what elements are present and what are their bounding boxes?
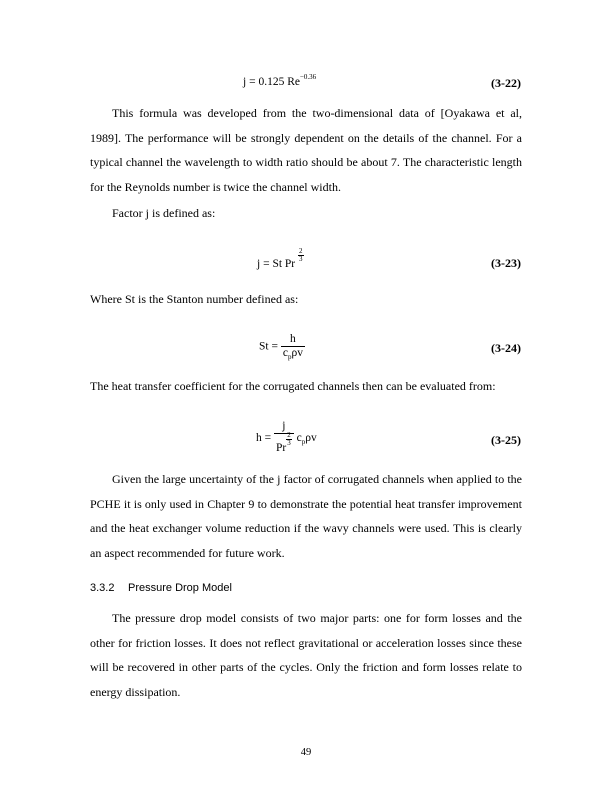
eq-3-25-den-exp-den: 3	[287, 439, 291, 447]
eq-3-22-exponent: −0.36	[299, 73, 317, 81]
paragraph-heat-transfer-coefficient: The heat transfer coefficient for the corrugated channels then can be evaluated from:	[90, 379, 496, 393]
eq-3-24-den-c: c	[282, 347, 288, 359]
eq-3-25-numerator: j	[274, 420, 294, 434]
equation-3-22	[243, 73, 317, 88]
eq-3-23-exp-den: 3	[299, 255, 303, 263]
equation-3-23	[257, 247, 304, 273]
eq-3-24-numerator: h	[281, 333, 305, 347]
equation-number-3-25: (3-25)	[491, 433, 521, 447]
paragraph-uncertainty: Given the large uncertainty of the j factor of corrugated channels when applied to the PCHE it is only used in Chapter 9 to demonstrate the potential heat transfer improvement and the heat exchanger volume reduction if the wavy channels were used. This is clearly an aspect recommended for future work.	[90, 472, 522, 560]
equation-number-3-22: (3-22)	[491, 76, 521, 90]
eq-3-25-c-sub: p	[301, 438, 306, 447]
paragraph-factor-j: Factor j is defined as:	[112, 206, 216, 220]
paragraph-reynolds-length: This formula was developed from the two-dimensional data of [Oyakawa et al, 1989]. The performance will be strongly dependent on the details of the channel. For a typical channel the wavelength to width ratio should be about 7. The characteristic length for the Reynolds number is twice the channel width.	[90, 106, 522, 194]
paragraph-pressure-drop: The pressure drop model consists of two major parts: one for form losses and the other for friction losses. It does not reflect gravitational or acceleration losses since these will be recovered in other parts of the cycles. Only the friction and form losses relate to energy dissipation.	[90, 611, 522, 699]
eq-3-25-rho-v: ρv	[305, 432, 317, 445]
eq-3-25-den-exp-num: 2	[287, 431, 291, 439]
eq-3-24-den-rest: ρv	[291, 347, 303, 359]
eq-3-24-fraction	[281, 333, 305, 361]
section-number: 3.3.2	[90, 582, 115, 594]
eq-3-25-den-base: Pr	[276, 442, 287, 454]
eq-3-25-c: c	[296, 432, 302, 445]
equation-3-24	[259, 333, 305, 361]
eq-3-24-denominator	[281, 347, 305, 361]
eq-3-23-exponent	[298, 248, 304, 263]
eq-3-25-denominator	[274, 431, 294, 457]
eq-3-25-fraction	[274, 420, 294, 457]
eq-3-23-body: = St Pr	[263, 258, 296, 270]
eq-3-25-tail	[296, 432, 317, 447]
eq-3-25-equals: =	[264, 432, 272, 445]
eq-3-23-lhs: j	[257, 258, 261, 270]
paragraph-stanton: Where St is the Stanton number defined as:	[90, 292, 299, 306]
eq-3-24-equals: =	[271, 340, 278, 353]
eq-3-22-lhs: j	[243, 76, 247, 88]
equation-number-3-24: (3-24)	[491, 341, 521, 355]
eq-3-24-lhs: St	[259, 340, 269, 353]
eq-3-25-den-exponent	[286, 432, 292, 447]
equation-3-25	[256, 420, 317, 457]
section-title: Pressure Drop Model	[128, 582, 232, 594]
eq-3-25-lhs: h	[256, 432, 262, 445]
page-number: 49	[300, 747, 312, 758]
equation-number-3-23: (3-23)	[491, 256, 521, 270]
eq-3-22-body: = 0.125 Re	[249, 76, 300, 88]
section-heading	[90, 582, 232, 594]
eq-3-24-den-sub: p	[287, 353, 292, 361]
eq-3-23-exp-num: 2	[299, 247, 303, 255]
